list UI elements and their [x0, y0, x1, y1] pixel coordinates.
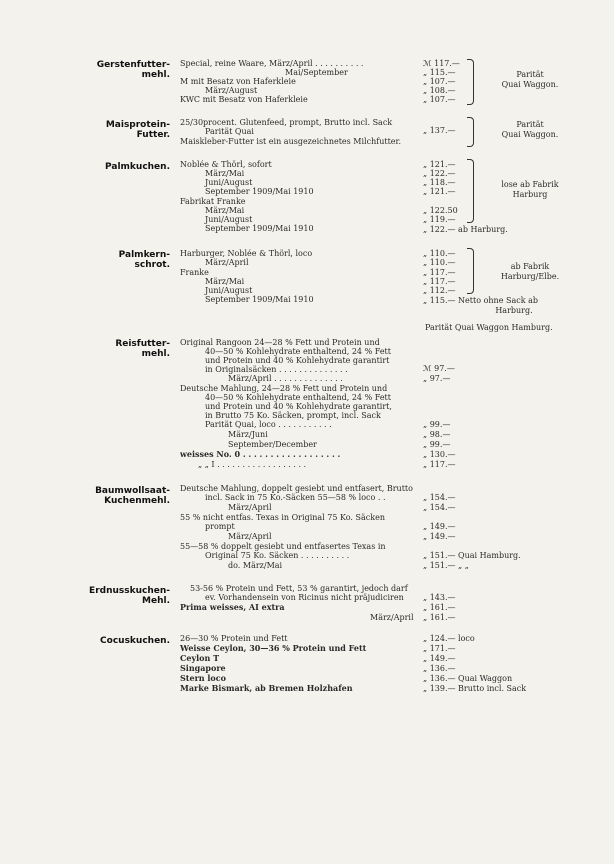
price-value: „ 122.—: [423, 169, 456, 178]
price-value: „ 121.—: [423, 187, 456, 196]
description-line: weisses No. 0 . . . . . . . . . . . . . . . . . .: [180, 449, 341, 459]
price-value: „ 112.—: [423, 286, 456, 295]
price-value: „ 143.—: [423, 593, 456, 602]
description-line: Ceylon T: [180, 653, 220, 663]
description-line: Prima weisses, AI extra: [180, 602, 285, 612]
section-cocuskuchen: Cocuskuchen.: [100, 636, 170, 646]
section-baumwollsaat: Baumwollsaat- Kuchenmehl.: [95, 486, 170, 506]
price-value: „ 107.—: [423, 95, 456, 104]
description-line: März/Juni: [228, 430, 268, 439]
description-line: Marke Bismark, ab Bremen Holzhafen: [180, 683, 353, 693]
price-value: „ 117.—: [423, 268, 456, 277]
bracket: [467, 117, 474, 147]
price-value: „ 171.—: [423, 644, 456, 653]
description-line: in Brutto 75 Ko. Säcken, prompt, incl. Sack: [205, 411, 381, 420]
parity-note: Parität Quai Waggon Hamburg.: [425, 323, 553, 332]
price-value: „ 151.— Quai Hamburg.: [423, 551, 521, 560]
description-line: do. März/Mai: [228, 561, 283, 570]
price-value: „ 161.—: [423, 613, 456, 622]
price-value: „ 118.—: [423, 178, 456, 187]
section-gerstenfuttermehl: Gerstenfutter- mehl.: [96, 60, 170, 80]
description-line: Stern loco: [180, 673, 226, 683]
description-line: prompt: [205, 522, 235, 531]
description-line: Deutsche Mahlung, 24—28 % Fett und Protein und: [180, 384, 388, 393]
description-line: Harburger, Noblée & Thörl, loco: [180, 249, 313, 258]
description-line: Parität Quai: [205, 127, 254, 136]
price-value: „ 110.—: [423, 249, 456, 258]
price-value: „ 122.50: [423, 206, 458, 215]
bracket: [467, 59, 474, 105]
description-line: Noblée & Thörl, sofort: [180, 160, 272, 169]
description-line: Weisse Ceylon, 30—36 % Protein und Fett: [180, 643, 367, 653]
section-maisprotein-futter: Maisprotein- Futter.: [105, 120, 170, 140]
price-value: „ 98.—: [423, 430, 451, 439]
price-value: „ 122.— ab Harburg.: [423, 225, 508, 234]
price-note: ab Fabrik Harburg/Elbe.: [500, 262, 560, 281]
description-line: 55—58 % doppelt gesiebt und entfasertes Texas in: [180, 542, 386, 551]
price-value: „ 154.—: [423, 493, 456, 502]
description-line: „ „ I . . . . . . . . . . . . . . . . . .: [198, 460, 307, 469]
price-value: „ 99.—: [423, 440, 451, 449]
description-line: September/December: [228, 440, 317, 449]
description-line: incl. Sack in 75 Ko.-Säcken 55—58 % loco . .: [205, 493, 386, 502]
price-value: „ 137.—: [423, 126, 456, 135]
description-line: September 1909/Mai 1910: [205, 187, 314, 196]
section-erdnusskuchen: Erdnusskuchen- Mehl.: [89, 586, 170, 606]
description-line: 55 % nicht entfas. Texas in Original 75 Ko. Säcken: [180, 513, 385, 522]
description-line: März/April: [370, 613, 414, 622]
price-value: „ 149.—: [423, 532, 456, 541]
price-value: „ 99.—: [423, 420, 451, 429]
description-line: in Originalsäcken . . . . . . . . . . . . . .: [205, 365, 348, 374]
price-value: „ 110.—: [423, 258, 456, 267]
price-value: „ 124.— loco: [423, 634, 475, 643]
price-value: „ 151.— „ „: [423, 561, 469, 570]
price-value: „ 154.—: [423, 503, 456, 512]
description-line: und Protein und 40 % Kohlehydrate garantirt,: [205, 402, 392, 411]
description-line: Juni/August: [205, 178, 253, 187]
price-value: „ 139.— Brutto incl. Sack: [423, 684, 527, 693]
description-line: März/April: [228, 532, 272, 541]
price-value: „ 97.—: [423, 374, 451, 383]
description-line: März/April . . . . . . . . . . . . . .: [228, 374, 343, 383]
description-line: 26—30 % Protein und Fett: [180, 634, 288, 643]
price-value: „ 149.—: [423, 522, 456, 531]
price-value: „ 119.—: [423, 215, 456, 224]
description-line: März/Mai: [205, 169, 245, 178]
price-value: „ 136.—: [423, 664, 456, 673]
description-line: Juni/August: [205, 215, 253, 224]
description-line: M mit Besatz von Haferkleie: [180, 77, 296, 86]
description-line: 40—50 % Kohlehydrate enthaltend, 24 % Fett: [205, 393, 391, 402]
description-line: Special, reine Waare, März/April . . . . . . . . . .: [180, 59, 364, 68]
price-value: „ 136.— Quai Waggon: [423, 674, 513, 683]
description-line: Parität Quai, loco . . . . . . . . . . .: [205, 420, 332, 429]
price-value: „ 149.—: [423, 654, 456, 663]
description-line: Deutsche Mahlung, doppelt gesiebt und entfasert, Brutto: [180, 484, 413, 493]
price-note: lose ab Fabrik Harburg: [501, 180, 559, 199]
description-line: Franke: [180, 268, 209, 277]
section-reisfuttermehl: Reisfutter- mehl.: [115, 339, 170, 359]
section-palmkuchen: Palmkuchen.: [105, 162, 170, 172]
price-value: „ 108.—: [423, 86, 456, 95]
description-line: März/April: [205, 258, 249, 267]
price-value: „ 115.—: [423, 68, 456, 77]
bracket: [467, 248, 474, 294]
description-line: Maiskleber-Futter ist ein ausgezeichnetes Milchfutter.: [180, 137, 402, 146]
description-line: ev. Vorhandensein von Ricinus nicht präjudiciren: [205, 593, 404, 602]
description-line: Fabrikat Franke: [180, 197, 246, 206]
description-line: September 1909/Mai 1910: [205, 224, 314, 233]
description-line: KWC mit Besatz von Haferkleie: [180, 95, 308, 104]
bracket: [467, 159, 474, 223]
description-line: 53-56 % Protein und Fett, 53 % garantirt, jedoch darf: [190, 584, 408, 593]
price-value: „ 117.—: [423, 460, 456, 469]
price-value: „ 121.—: [423, 160, 456, 169]
price-value: ℳ 97.—: [423, 364, 455, 373]
price-value: „ 117.—: [423, 277, 456, 286]
description-line: September 1909/Mai 1910: [205, 295, 314, 304]
price-value: „ 115.— Netto ohne Sack ab: [423, 296, 538, 305]
description-line: März/Mai: [205, 206, 245, 215]
price-note: Harburg.: [495, 306, 533, 315]
price-value: „ 107.—: [423, 77, 456, 86]
price-note: Parität Quai Waggon.: [501, 70, 559, 89]
description-line: Juni/August: [205, 286, 253, 295]
description-line: März/August: [205, 86, 258, 95]
price-value: „ 161.—: [423, 603, 456, 612]
description-line: 25/30procent. Glutenfeed, prompt, Brutto incl. Sack: [180, 118, 393, 127]
description-line: Mai/September: [285, 68, 348, 77]
price-value: „ 130.—: [423, 450, 456, 459]
description-line: und Protein und 40 % Kohlehydrate garantirt: [205, 356, 390, 365]
description-line: Singapore: [180, 663, 226, 673]
description-line: März/April: [228, 503, 272, 512]
section-palmkernschrot: Palmkern- schrot.: [118, 250, 170, 270]
price-value: ℳ 117.—: [423, 59, 460, 68]
description-line: Original 75 Ko. Säcken . . . . . . . . . .: [205, 551, 350, 560]
description-line: Original Rangoon 24—28 % Fett und Protein und: [180, 338, 380, 347]
price-note: Parität Quai Waggon.: [501, 120, 559, 139]
description-line: 40—50 % Kohlehydrate enthaltend, 24 % Fett: [205, 347, 391, 356]
description-line: März/Mai: [205, 277, 245, 286]
